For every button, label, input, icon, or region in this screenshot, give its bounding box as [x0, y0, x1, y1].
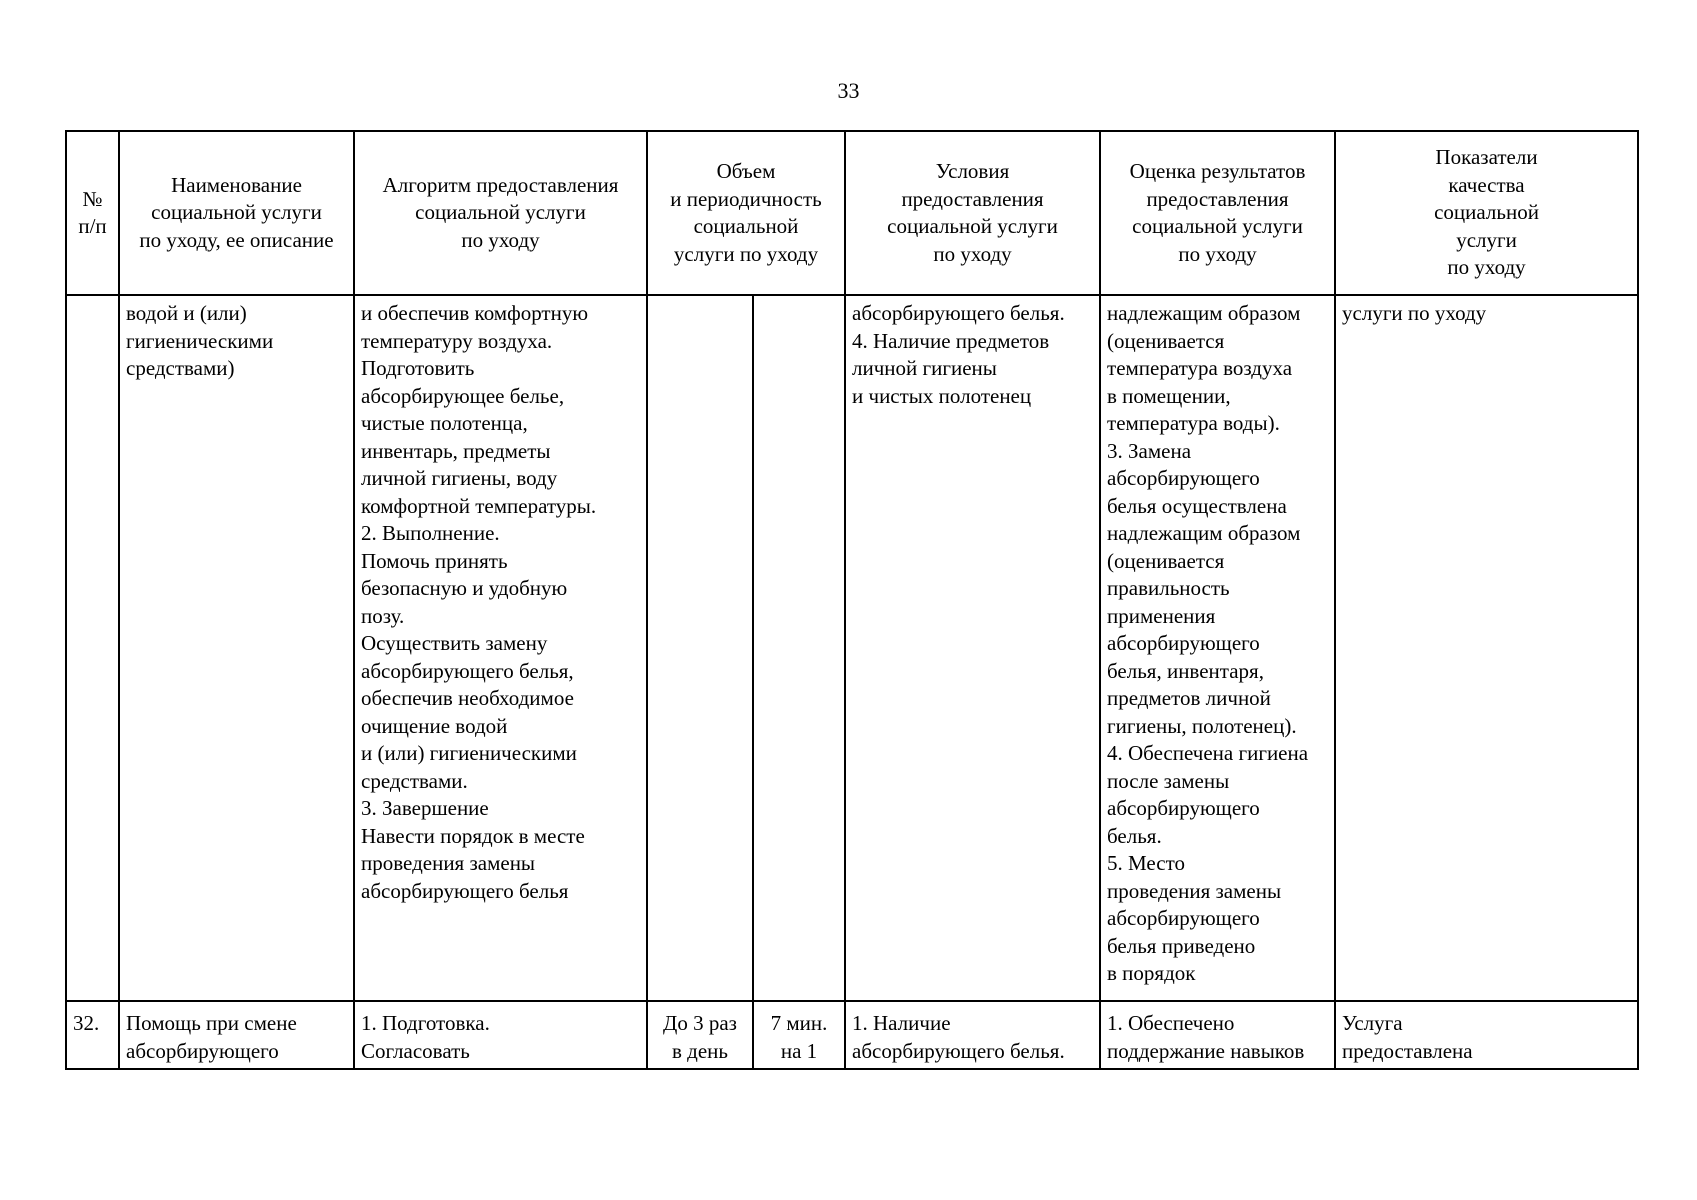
header-number: № п/п [66, 131, 119, 295]
cell-periodicity [753, 295, 845, 1001]
cell-service-name: Помощь при смене абсорбирующего [119, 1001, 354, 1069]
cell-conditions: 1. Наличие абсорбирующего белья. [845, 1001, 1100, 1069]
cell-volume: До 3 раз в день [647, 1001, 753, 1069]
page-number: 33 [837, 78, 860, 103]
header-quality: Показатели качества социальной услуги по уходу [1335, 131, 1638, 295]
services-table [65, 130, 1639, 1070]
cell-algorithm: и обеспечив комфортную температуру воздуха. Подготовить абсорбирующее белье, чистые полотенца, инвентарь, предметы личной гигиены, воду комфортной температуры. 2. Выполнение. Помочь принять безопасную и удобную позу. Осуществить замену абсорбирующего белья, обеспечив необходимое очищение водой и (или) гигиеническими средствами. 3. Завершение Навести порядок в месте проведения замены абсорбирующего белья [354, 295, 647, 1001]
table-row [66, 295, 1638, 1001]
cell-quality: Услуга предоставлена [1335, 1001, 1638, 1069]
header-service-name: Наименование социальной услуги по уходу, ее описание [119, 131, 354, 295]
cell-periodicity: 7 мин. на 1 [753, 1001, 845, 1069]
table-row [66, 1001, 1638, 1069]
cell-evaluation: 1. Обеспечено поддержание навыков [1100, 1001, 1335, 1069]
header-evaluation: Оценка результатов предоставления социальной услуги по уходу [1100, 131, 1335, 295]
header-conditions: Условия предоставления социальной услуги по уходу [845, 131, 1100, 295]
cell-quality: услуги по уходу [1335, 295, 1638, 1001]
header-volume-periodicity: Объем и периодичность социальной услуги по уходу [647, 131, 845, 295]
cell-number: 32. [66, 1001, 119, 1069]
cell-volume [647, 295, 753, 1001]
cell-number [66, 295, 119, 1001]
cell-service-name: водой и (или) гигиеническими средствами) [119, 295, 354, 1001]
cell-algorithm: 1. Подготовка. Согласовать [354, 1001, 647, 1069]
header-row [66, 131, 1638, 295]
header-algorithm: Алгоритм предоставления социальной услуги по уходу [354, 131, 647, 295]
cell-evaluation: надлежащим образом (оценивается температура воздуха в помещении, температура воды). 3. Замена абсорбирующего белья осуществлена надлежащим образом (оценивается правильность применения абсорбирующего белья, инвентаря, предметов личной гигиены, полотенец). 4. Обеспечена гигиена после замены абсорбирующего белья. 5. Место проведения замены абсорбирующего белья приведено в порядок [1100, 295, 1335, 1001]
cell-conditions: абсорбирующего белья. 4. Наличие предметов личной гигиены и чистых полотенец [845, 295, 1100, 1001]
